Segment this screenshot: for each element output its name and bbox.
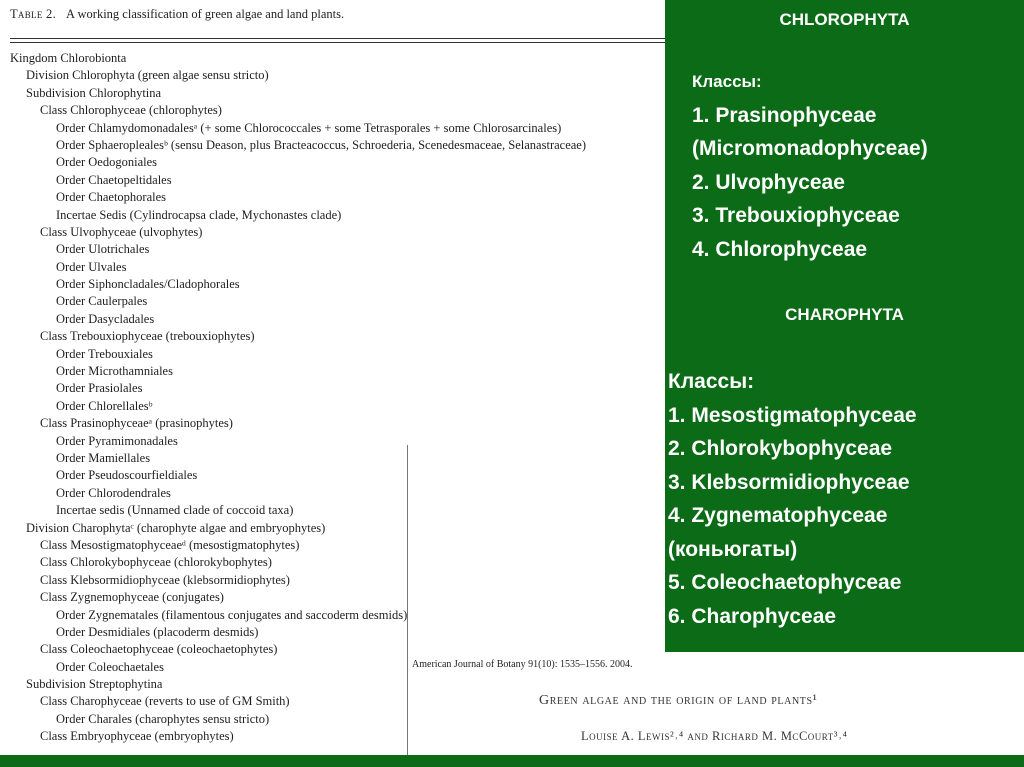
table-row: Order Caulerpales [56, 294, 148, 309]
table-row: Order Chaetopeltidales [56, 172, 172, 187]
chlorophyta-heading: CHLOROPHYTA [779, 10, 910, 29]
table-row: Order Pyramimonadales [56, 433, 178, 448]
table-row: Order Trebouxiales [56, 346, 153, 361]
table-row: Class Mesostigmatophyceaeᵈ (mesostigmatophytes) [40, 537, 300, 552]
column-divider [407, 445, 408, 755]
bottom-green-bar [0, 755, 1024, 767]
class-list-item: Классы: [692, 72, 762, 91]
paper-title: Green algae and the origin of land plants¹ [539, 693, 818, 708]
class-list-item: (коньюгаты) [668, 537, 798, 561]
table-row: Order Chlamydomonadalesᵃ (+ some Chlorococcales + some Tetrasporales + some Chlorosarcinales) [56, 120, 562, 135]
table-row: Order Chlorodendrales [56, 485, 171, 500]
charophyta-heading: CHAROPHYTA [785, 305, 904, 324]
table-row: Order Coleochaetales [56, 659, 164, 674]
table-row: Order Siphoncladales/Cladophorales [56, 277, 240, 292]
paper-authors: Louise A. Lewis²˒⁴ and Richard M. McCourt³˒⁴ [581, 729, 848, 743]
class-list-item: 3. Trebouxiophyceae [692, 204, 900, 227]
charophyta-classes-list [668, 365, 917, 633]
table-row: Order Ulotrichales [56, 242, 150, 257]
class-list-item: 2. Ulvophyceae [692, 170, 845, 194]
class-list-item: Классы: [668, 370, 755, 393]
chlorophyta-classes-list [692, 65, 928, 266]
class-list-item: 4. Zygnematophyceae [668, 504, 888, 527]
table-row: Order Chlorellalesᵇ [56, 398, 153, 413]
table-row: Class Embryophyceae (embryophytes) [40, 729, 234, 744]
class-list-item: 5. Coleochaetophyceae [668, 571, 902, 594]
table-top-rule [10, 38, 665, 39]
table-caption [10, 7, 344, 22]
table-row: Order Sphaeroplealesᵇ (sensu Deason, plus Bracteacoccus, Schroederia, Scenedesmaceae, Selanastraceae) [56, 137, 587, 152]
table-row: Order Dasycladales [56, 311, 155, 326]
table-row: Class Prasinophyceaeᵃ (prasinophytes) [40, 416, 233, 431]
table-row: Order Pseudoscourfieldiales [56, 468, 198, 483]
table-row: Class Chlorophyceae (chlorophytes) [40, 103, 222, 118]
table-row: Kingdom Chlorobionta [10, 51, 127, 65]
table-row: Class Ulvophyceae (ulvophytes) [40, 224, 203, 239]
table-top-rule-double [10, 42, 665, 43]
table-row: Incertae Sedis (Cylindrocapsa clade, Mychonastes clade) [56, 207, 342, 222]
table-row: Order Microthamniales [56, 364, 173, 379]
table-row: Subdivision Streptophytina [26, 677, 163, 692]
table-row: Class Klebsormidiophyceae (klebsormidiophytes) [40, 572, 290, 587]
table-caption-label: Table 2. [10, 7, 57, 21]
class-list-item: 4. Chlorophyceae [692, 237, 868, 261]
table-row: Order Oedogoniales [56, 155, 158, 170]
table-row: Order Mamiellales [56, 450, 151, 465]
table-row: Order Prasiolales [56, 381, 143, 396]
table-rows [10, 50, 660, 746]
class-list-item: 2. Chlorokybophyceae [668, 437, 893, 460]
table-row: Class Coleochaetophyceae (coleochaetophytes) [40, 642, 278, 657]
table-row: Class Zygnemophyceae (conjugates) [40, 590, 224, 605]
class-list-item: 1. Mesostigmatophyceae [668, 403, 917, 427]
table-row: Class Trebouxiophyceae (trebouxiophytes) [40, 329, 255, 344]
table-row: Division Chlorophyta (green algae sensu stricto) [26, 68, 269, 83]
class-list-item: 3. Klebsormidiophyceae [668, 470, 910, 494]
table-row: Order Chaetophorales [56, 190, 167, 205]
table-row: Order Desmidiales (placoderm desmids) [56, 624, 259, 639]
table-row: Incertae sedis (Unnamed clade of coccoid taxa) [56, 503, 294, 518]
table-row: Division Charophytaᶜ (charophyte algae and embryophytes) [26, 520, 326, 535]
summary-panel [665, 0, 1024, 652]
table-caption-text: A working classification of green algae and land plants. [66, 7, 345, 21]
class-list-item: 6. Charophyceae [668, 604, 837, 628]
table-row: Class Chlorokybophyceae (chlorokybophytes) [40, 555, 272, 570]
table-row: Order Ulvales [56, 259, 127, 274]
class-list-item: (Micromonadophyceae) [692, 137, 928, 160]
table-row: Class Charophyceae (reverts to use of GM Smith) [40, 694, 290, 709]
table-row: Order Charales (charophytes sensu stricto) [56, 711, 270, 726]
class-list-item: 1. Prasinophyceae [692, 103, 877, 127]
table-row: Subdivision Chlorophytina [26, 85, 162, 100]
table-row: Order Zygnematales (filamentous conjugates and saccoderm desmids) [56, 607, 408, 622]
journal-citation: American Journal of Botany 91(10): 1535–1556. 2004. [412, 659, 633, 670]
